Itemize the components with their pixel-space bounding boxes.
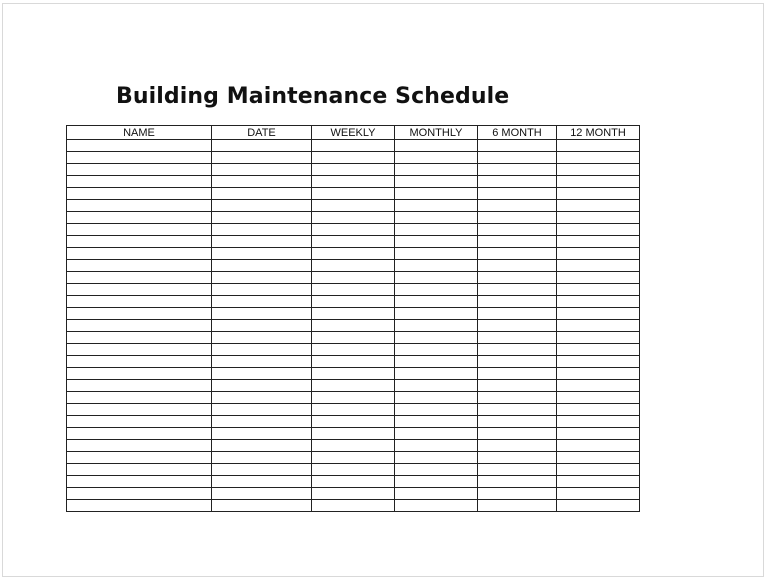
cell-name: [67, 224, 212, 236]
table-row: [67, 428, 640, 440]
cell-monthly: [395, 152, 478, 164]
cell-weekly: [312, 440, 395, 452]
cell-name: [67, 260, 212, 272]
cell-weekly: [312, 380, 395, 392]
cell-12-month: [557, 272, 640, 284]
cell-weekly: [312, 428, 395, 440]
cell-monthly: [395, 188, 478, 200]
cell-6-month: [478, 224, 557, 236]
cell-date: [212, 344, 312, 356]
cell-12-month: [557, 188, 640, 200]
cell-6-month: [478, 248, 557, 260]
cell-monthly: [395, 284, 478, 296]
cell-monthly: [395, 260, 478, 272]
cell-12-month: [557, 224, 640, 236]
cell-date: [212, 428, 312, 440]
cell-12-month: [557, 164, 640, 176]
cell-name: [67, 464, 212, 476]
cell-name: [67, 392, 212, 404]
cell-monthly: [395, 236, 478, 248]
cell-12-month: [557, 344, 640, 356]
cell-date: [212, 416, 312, 428]
cell-date: [212, 188, 312, 200]
column-header-name: NAME: [67, 126, 212, 140]
cell-date: [212, 140, 312, 152]
cell-weekly: [312, 488, 395, 500]
cell-date: [212, 152, 312, 164]
cell-6-month: [478, 152, 557, 164]
cell-12-month: [557, 380, 640, 392]
cell-weekly: [312, 212, 395, 224]
cell-12-month: [557, 488, 640, 500]
cell-monthly: [395, 368, 478, 380]
cell-weekly: [312, 164, 395, 176]
cell-monthly: [395, 332, 478, 344]
cell-weekly: [312, 356, 395, 368]
table-row: [67, 320, 640, 332]
cell-monthly: [395, 164, 478, 176]
cell-12-month: [557, 500, 640, 512]
cell-weekly: [312, 284, 395, 296]
cell-weekly: [312, 404, 395, 416]
cell-date: [212, 356, 312, 368]
cell-12-month: [557, 416, 640, 428]
column-header-date: DATE: [212, 126, 312, 140]
cell-12-month: [557, 176, 640, 188]
table-row: [67, 164, 640, 176]
cell-date: [212, 392, 312, 404]
table-row: [67, 332, 640, 344]
table-row: [67, 308, 640, 320]
cell-date: [212, 488, 312, 500]
cell-date: [212, 224, 312, 236]
cell-date: [212, 320, 312, 332]
cell-monthly: [395, 452, 478, 464]
cell-date: [212, 332, 312, 344]
cell-12-month: [557, 440, 640, 452]
cell-6-month: [478, 308, 557, 320]
cell-12-month: [557, 140, 640, 152]
table-row: [67, 416, 640, 428]
cell-monthly: [395, 356, 478, 368]
cell-name: [67, 164, 212, 176]
column-header-monthly: MONTHLY: [395, 126, 478, 140]
column-header-weekly: WEEKLY: [312, 126, 395, 140]
cell-monthly: [395, 320, 478, 332]
cell-12-month: [557, 152, 640, 164]
cell-date: [212, 272, 312, 284]
cell-name: [67, 380, 212, 392]
cell-name: [67, 488, 212, 500]
cell-monthly: [395, 212, 478, 224]
cell-name: [67, 140, 212, 152]
table-row: [67, 452, 640, 464]
cell-monthly: [395, 248, 478, 260]
cell-date: [212, 212, 312, 224]
cell-name: [67, 332, 212, 344]
table-row: [67, 188, 640, 200]
cell-date: [212, 476, 312, 488]
cell-monthly: [395, 440, 478, 452]
cell-date: [212, 404, 312, 416]
cell-12-month: [557, 356, 640, 368]
cell-6-month: [478, 368, 557, 380]
cell-6-month: [478, 356, 557, 368]
cell-monthly: [395, 176, 478, 188]
column-header-12-month: 12 MONTH: [557, 126, 640, 140]
cell-weekly: [312, 248, 395, 260]
table-row: [67, 368, 640, 380]
cell-12-month: [557, 320, 640, 332]
cell-weekly: [312, 452, 395, 464]
cell-6-month: [478, 284, 557, 296]
page-title: Building Maintenance Schedule: [116, 84, 510, 109]
cell-6-month: [478, 212, 557, 224]
cell-weekly: [312, 296, 395, 308]
cell-date: [212, 236, 312, 248]
cell-date: [212, 440, 312, 452]
cell-weekly: [312, 272, 395, 284]
cell-date: [212, 464, 312, 476]
cell-name: [67, 320, 212, 332]
cell-weekly: [312, 332, 395, 344]
cell-monthly: [395, 308, 478, 320]
cell-date: [212, 380, 312, 392]
cell-date: [212, 260, 312, 272]
cell-monthly: [395, 272, 478, 284]
cell-name: [67, 296, 212, 308]
cell-date: [212, 308, 312, 320]
cell-weekly: [312, 260, 395, 272]
cell-12-month: [557, 428, 640, 440]
cell-12-month: [557, 464, 640, 476]
column-header-6-month: 6 MONTH: [478, 126, 557, 140]
table-row: [67, 236, 640, 248]
table-row: [67, 392, 640, 404]
cell-12-month: [557, 404, 640, 416]
cell-12-month: [557, 200, 640, 212]
cell-name: [67, 428, 212, 440]
cell-6-month: [478, 392, 557, 404]
cell-6-month: [478, 452, 557, 464]
cell-6-month: [478, 428, 557, 440]
cell-date: [212, 176, 312, 188]
cell-name: [67, 284, 212, 296]
cell-12-month: [557, 368, 640, 380]
cell-monthly: [395, 476, 478, 488]
cell-weekly: [312, 344, 395, 356]
cell-12-month: [557, 260, 640, 272]
cell-12-month: [557, 332, 640, 344]
cell-monthly: [395, 488, 478, 500]
cell-date: [212, 296, 312, 308]
cell-weekly: [312, 476, 395, 488]
cell-monthly: [395, 200, 478, 212]
cell-name: [67, 404, 212, 416]
table-row: [67, 200, 640, 212]
cell-monthly: [395, 296, 478, 308]
cell-6-month: [478, 140, 557, 152]
cell-weekly: [312, 416, 395, 428]
table-row: [67, 488, 640, 500]
cell-monthly: [395, 428, 478, 440]
cell-6-month: [478, 272, 557, 284]
table-row: [67, 404, 640, 416]
cell-6-month: [478, 464, 557, 476]
cell-date: [212, 248, 312, 260]
cell-date: [212, 500, 312, 512]
cell-12-month: [557, 452, 640, 464]
maintenance-schedule-table: [66, 125, 640, 512]
cell-date: [212, 452, 312, 464]
table-row: [67, 440, 640, 452]
cell-6-month: [478, 380, 557, 392]
cell-name: [67, 308, 212, 320]
cell-weekly: [312, 176, 395, 188]
cell-monthly: [395, 464, 478, 476]
table-row: [67, 344, 640, 356]
table-row: [67, 140, 640, 152]
cell-weekly: [312, 200, 395, 212]
cell-name: [67, 344, 212, 356]
cell-6-month: [478, 344, 557, 356]
cell-name: [67, 440, 212, 452]
cell-12-month: [557, 308, 640, 320]
cell-monthly: [395, 224, 478, 236]
table-row: [67, 380, 640, 392]
cell-monthly: [395, 140, 478, 152]
cell-name: [67, 476, 212, 488]
cell-12-month: [557, 392, 640, 404]
cell-weekly: [312, 320, 395, 332]
cell-6-month: [478, 488, 557, 500]
cell-weekly: [312, 140, 395, 152]
cell-date: [212, 368, 312, 380]
cell-date: [212, 200, 312, 212]
cell-weekly: [312, 464, 395, 476]
cell-name: [67, 188, 212, 200]
cell-6-month: [478, 200, 557, 212]
table-row: [67, 296, 640, 308]
cell-weekly: [312, 188, 395, 200]
table-row: [67, 176, 640, 188]
cell-weekly: [312, 368, 395, 380]
table-row: [67, 212, 640, 224]
cell-monthly: [395, 344, 478, 356]
cell-date: [212, 284, 312, 296]
header-row: [67, 126, 640, 140]
cell-monthly: [395, 416, 478, 428]
table-row: [67, 464, 640, 476]
cell-6-month: [478, 176, 557, 188]
cell-name: [67, 500, 212, 512]
cell-name: [67, 176, 212, 188]
cell-12-month: [557, 284, 640, 296]
cell-6-month: [478, 404, 557, 416]
cell-6-month: [478, 332, 557, 344]
cell-monthly: [395, 380, 478, 392]
cell-12-month: [557, 476, 640, 488]
table-row: [67, 284, 640, 296]
table-row: [67, 248, 640, 260]
cell-weekly: [312, 224, 395, 236]
cell-date: [212, 164, 312, 176]
cell-name: [67, 212, 212, 224]
table-body: [67, 140, 640, 512]
cell-name: [67, 200, 212, 212]
cell-6-month: [478, 416, 557, 428]
table-row: [67, 152, 640, 164]
cell-monthly: [395, 500, 478, 512]
cell-6-month: [478, 188, 557, 200]
table-row: [67, 356, 640, 368]
cell-weekly: [312, 500, 395, 512]
table-row: [67, 500, 640, 512]
cell-6-month: [478, 164, 557, 176]
cell-6-month: [478, 296, 557, 308]
cell-name: [67, 452, 212, 464]
cell-name: [67, 152, 212, 164]
cell-name: [67, 416, 212, 428]
cell-12-month: [557, 236, 640, 248]
cell-name: [67, 368, 212, 380]
cell-name: [67, 236, 212, 248]
cell-12-month: [557, 248, 640, 260]
cell-6-month: [478, 476, 557, 488]
cell-12-month: [557, 296, 640, 308]
cell-6-month: [478, 320, 557, 332]
table-row: [67, 224, 640, 236]
cell-12-month: [557, 212, 640, 224]
cell-weekly: [312, 152, 395, 164]
table-row: [67, 476, 640, 488]
cell-6-month: [478, 500, 557, 512]
cell-monthly: [395, 392, 478, 404]
cell-weekly: [312, 236, 395, 248]
table-row: [67, 272, 640, 284]
cell-name: [67, 356, 212, 368]
cell-6-month: [478, 440, 557, 452]
cell-name: [67, 272, 212, 284]
cell-weekly: [312, 392, 395, 404]
cell-6-month: [478, 236, 557, 248]
cell-weekly: [312, 308, 395, 320]
cell-6-month: [478, 260, 557, 272]
cell-name: [67, 248, 212, 260]
table-row: [67, 260, 640, 272]
cell-monthly: [395, 404, 478, 416]
